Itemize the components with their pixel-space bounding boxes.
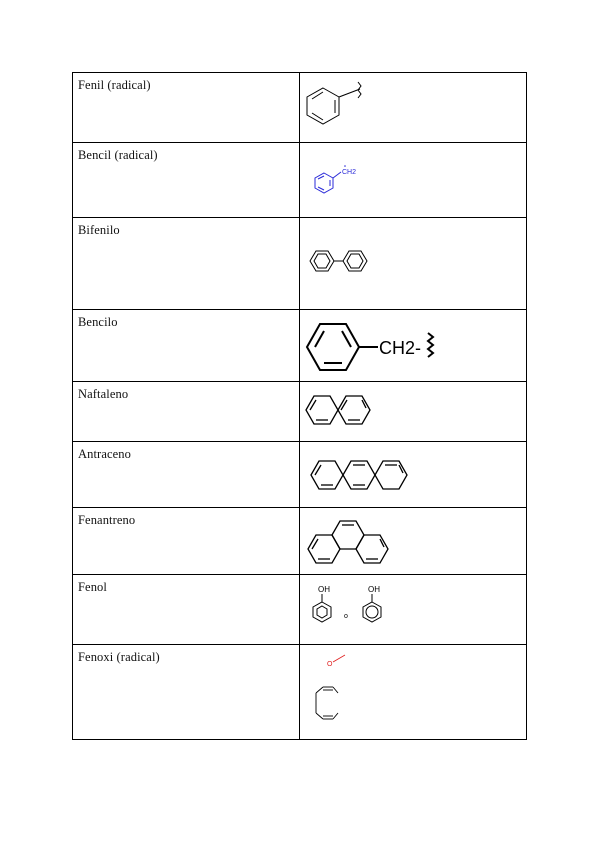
table-row: [73, 575, 527, 645]
structure-cell: [300, 218, 527, 310]
naphthalene-structure: [300, 382, 528, 442]
table-row: [73, 218, 527, 310]
name-cell: [73, 382, 300, 442]
phenyl-radical-structure: [300, 73, 528, 143]
oh-label: OH: [368, 585, 380, 594]
table-row: [73, 508, 527, 575]
table-row: [73, 382, 527, 442]
structure-cell: [300, 382, 527, 442]
compound-name: Fenantreno: [78, 513, 136, 527]
structure-cell: [300, 645, 527, 740]
biphenyl-structure: [300, 218, 528, 310]
structure-cell: [300, 508, 527, 575]
compound-name: Bencil (radical): [78, 148, 158, 162]
name-cell: [73, 218, 300, 310]
name-cell: [73, 143, 300, 218]
table-row: [73, 442, 527, 508]
name-cell: [73, 442, 300, 508]
compound-name: Fenoxi (radical): [78, 650, 160, 664]
ch2-label: CH2: [342, 169, 357, 176]
compound-name: Fenil (radical): [78, 78, 151, 92]
structure-cell: [300, 310, 527, 382]
compound-table: [72, 72, 527, 740]
bond-line: [333, 655, 345, 662]
structure-cell: [300, 442, 527, 508]
phenanthrene-structure: [300, 508, 528, 575]
compound-name: Fenol: [78, 580, 107, 594]
benzyl-structure: [300, 310, 528, 382]
name-cell: [73, 575, 300, 645]
structure-cell: [300, 143, 527, 218]
compound-name: Bifenilo: [78, 223, 120, 237]
name-cell: [73, 73, 300, 143]
phenoxy-radical-structure: [300, 645, 528, 740]
phenol-structures: [300, 575, 528, 645]
compound-name: Naftaleno: [78, 387, 129, 401]
structure-cell: [300, 575, 527, 645]
table-row: [73, 143, 527, 218]
connector-label: o: [344, 613, 348, 620]
benzyl-radical-structure: [300, 143, 528, 218]
oxygen-label: O: [327, 661, 333, 668]
radical-dot-icon: [344, 165, 346, 167]
table-row: [73, 645, 527, 740]
structure-cell: [300, 73, 527, 143]
ch2-label: CH2-: [379, 338, 422, 358]
compound-name: Antraceno: [78, 447, 131, 461]
compound-name: Bencilo: [78, 315, 118, 329]
table-row: [73, 73, 527, 143]
table-row: [73, 310, 527, 382]
name-cell: [73, 645, 300, 740]
anthracene-structure: [300, 442, 528, 508]
name-cell: [73, 508, 300, 575]
name-cell: [73, 310, 300, 382]
oh-label: OH: [318, 585, 330, 594]
